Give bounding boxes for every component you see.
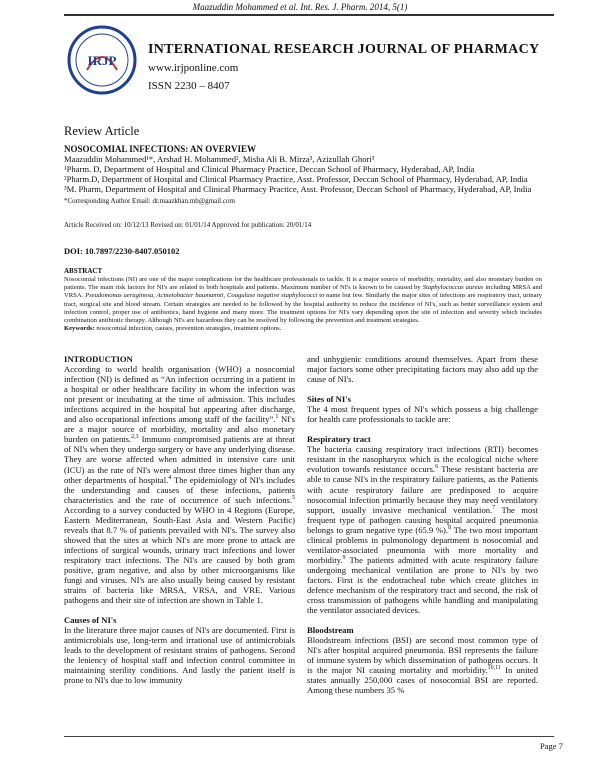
abstract-part: Nosocomial infections (NI) are one of the major complications for the healthcare professionals to tackle. It is a major source of morbidity, mortality, and also monetary burden on patients. The main risk factors for NI's are related to both hospitals and patients. Maximum number of NI's is known to be caused by <box>64 276 542 292</box>
abstract-heading: ABSTRACT <box>64 267 103 275</box>
corresponding-author: *Corresponding Author Email: dr.maazkhan.mb@gmail.com <box>64 197 235 205</box>
authors: Maazuddin Mohammed¹*, Arshad H. Mohammed², Misba Ali B. Mirza³, Azizullah Ghori³ <box>64 154 375 164</box>
front-matter <box>64 144 542 333</box>
bloodstream-heading: Bloodstream <box>307 625 354 636</box>
text-run: In united states annually 250,000 cases of nosocomial BSI are reported. Among these numbers 35 % <box>307 665 538 696</box>
citation: 8 <box>448 524 452 531</box>
keywords-text: nosocomial infection, causes, prevention strategies, treatment options. <box>94 325 282 333</box>
journal-logo <box>63 24 141 96</box>
text-run: The bacteria causing respiratory tract infections (RTI) becomes resistant in the nasopharynx which is the ecological niche where evolution towards resistance occurs. <box>307 444 538 475</box>
journal-issn: ISSN 2230 – 8407 <box>148 80 230 92</box>
intro-paragraph <box>64 364 295 605</box>
journal-name: INTERNATIONAL RESEARCH JOURNAL OF PHARMACY <box>148 42 540 57</box>
continued-paragraph: and unhygienic conditions around themselves. Apart from these major factors some other precipitating factors may also add up the cause of NI's. <box>307 354 538 385</box>
citation: 4 <box>168 474 172 481</box>
causes-paragraph: In the literature three major causes of NI's are documented. First is antimicrobials use, long-term and irrational use of antimicrobials leads to the development of resistant strains of pathogens. Second the leniency of hospital staff and infection control committee in maintaining sterility conditions. And lastly the patient itself is prone to NI's due to low immunity <box>64 625 295 686</box>
text-run: According to world health organisation (WHO) a nosocomial infection (NI) is defined as “An infection occurring in a patient in a hospital or other healthcare facility in whom the infection was not present or incubating at the time of admission. This includes infections acquired in the hospital but appearing after discharge, and also occupational infections among staff of the facility”. <box>64 364 295 425</box>
affiliation-2: ²Pharm.D, Department of Hospital and Clinical Pharmacy Practice, Asst. Professor, Deccan School of Pharmacy, Hyderabad, AP, India <box>64 174 528 184</box>
intro-heading: INTRODUCTION <box>64 354 133 364</box>
citation: 1 <box>275 414 279 421</box>
sites-heading: Sites of NI's <box>307 394 351 405</box>
text-run: Bloodstream infections (BSI) are second most common type of NI's after hospital acquired pneumonia. BSI represents the failure of immune system by which dissemination of pathogens occurs. It is the major NI causing mortality and morbidity. <box>307 635 538 676</box>
respiratory-paragraph <box>307 444 538 615</box>
citation: 2,3 <box>131 434 139 441</box>
bloodstream-paragraph <box>307 635 538 695</box>
running-head: Maazuddin Mohammed et al. Int. Res. J. Pharm. 2014, 5(1) <box>192 2 408 12</box>
citation: 9 <box>342 554 346 561</box>
respiratory-heading: Respiratory tract <box>307 434 371 445</box>
keywords <box>64 325 542 333</box>
text-run: The most frequent type of pathogen causing hospital acquired pneumonia belongs to gram negative type (65.9 %). <box>307 504 539 535</box>
footer-rule <box>64 736 554 737</box>
affiliation-3: ³M. Pharm, Department of Hospital and Clinical Pharmacy Practice, Asst. Professor, Deccan School of Pharmacy, Hyderabad, AP, India <box>64 184 532 194</box>
page-number: Page 7 <box>540 741 563 751</box>
causes-heading: Causes of NI's <box>64 615 117 626</box>
sites-paragraph: The 4 most frequent types of NI's which possess a big challenge for health care professionals to tackle are: <box>307 404 538 425</box>
received-dates: Article Received on: 10/12/13 Revised on: 01/01/14 Approved for publication: 20/01/14 <box>64 221 312 229</box>
text-run: NI's are a major source of morbidity, mortality and also monetary burden on patients. <box>64 414 295 445</box>
organism-name: Staphylococcus aureus <box>422 284 484 292</box>
logo-text: IRJP <box>87 53 117 68</box>
doi[interactable]: DOI: 10.7897/2230-8407.050102 <box>64 246 180 256</box>
text-run: The epidemiology of NI's includes the understanding and causes of these infections, patients characteristics and the rate of occurrence of such infections. <box>64 474 295 505</box>
text-run: The two most important clinical problems in pulmonology department is nosocomial and ventilator-associated pneumonia with more mortality and morbidity. <box>307 524 538 565</box>
right-column <box>307 354 538 695</box>
keywords-label: Keywords: <box>64 325 95 333</box>
text-run: Immuno compromised patients are at threat of NI's when they undergo surgery or have any underlying disease. They are worse affected when admitted in intensive care unit (ICU) as the rate of NI's were almost three times higher than any other departments of hospital. <box>64 434 295 485</box>
citation: 10,11 <box>487 665 501 672</box>
journal-url[interactable]: www.irjponline.com <box>148 62 239 74</box>
abstract-part: including MRSA and VRSA. <box>64 284 542 300</box>
text-run: According to a survey conducted by WHO in 4 Regions (Europe, Eastern Mediterranean, South-East Asia and Western Pacific) reveals that 8.7 % of patients prevailed with NI's. The survey also showed that the sites at which NI's are more prone to attack are infections of surgical wounds, urinary tract infections and lower respiratory tract infections. The NI's are caused by both gram positive, gram negative, and also by other microorganisms like fungi and viruses. NI's are also usually being caused by resistant strains of bacteria like MRSA, VRSA, and VRE. Various pathogens and their site of infection are shown in Table 1. <box>64 504 295 606</box>
text-run: These resistant bacteria are able to cause NI's in the respiratory failure patients, as the Patients with acute respiratory failure are predisposed to acquire nosocomial infection primarily because they may need ventilatory support, usually invasive mechanical ventilation. <box>307 464 538 515</box>
affiliation-1: ¹Pharm. D, Department of Hospital and Clinical Pharmacy Practice, Deccan School of Pharmacy, Hyderabad, AP, India <box>64 164 475 174</box>
left-column <box>64 354 295 686</box>
abstract-text <box>64 276 542 325</box>
abstract-part: to name but few. Similarly the major sites of infections are respiratory tract, urinary tract, surgical site and blood stream. Certain strategies are needed to be followed by the hospital authority to reduce the incidence of NI's, such as better surveillance system and infection control, proper use of antibiotics, hand hygiene and many more. The treatment options for NI's vary depending upon the site of infection and severity which includes combination antibiotic therapy. Although NI's are hazardous they can be resolved by following the prevention and treatment strategies. <box>64 292 542 325</box>
citation: 5 <box>292 494 295 501</box>
header-rule <box>64 14 554 16</box>
article-title: NOSOCOMIAL INFECTIONS: AN OVERVIEW <box>64 144 256 154</box>
article-type: Review Article <box>64 124 140 138</box>
citation: 7 <box>492 504 496 511</box>
organism-name: Pseudomonas aeruginosa, Acinetobacter baumannii, Coagulase negative staphylococci <box>85 292 318 300</box>
text-run: The patients admitted with acute respiratory failure undergoing mechanical ventilation are prone to NI's by two factors. First is the endotracheal tube which create glitches in defence mechanism of the respiratory tract and second, the risk of cross transmission of pathogens while handling and manipulating the ventilator associated devices. <box>307 554 538 616</box>
citation: 6 <box>435 464 439 471</box>
